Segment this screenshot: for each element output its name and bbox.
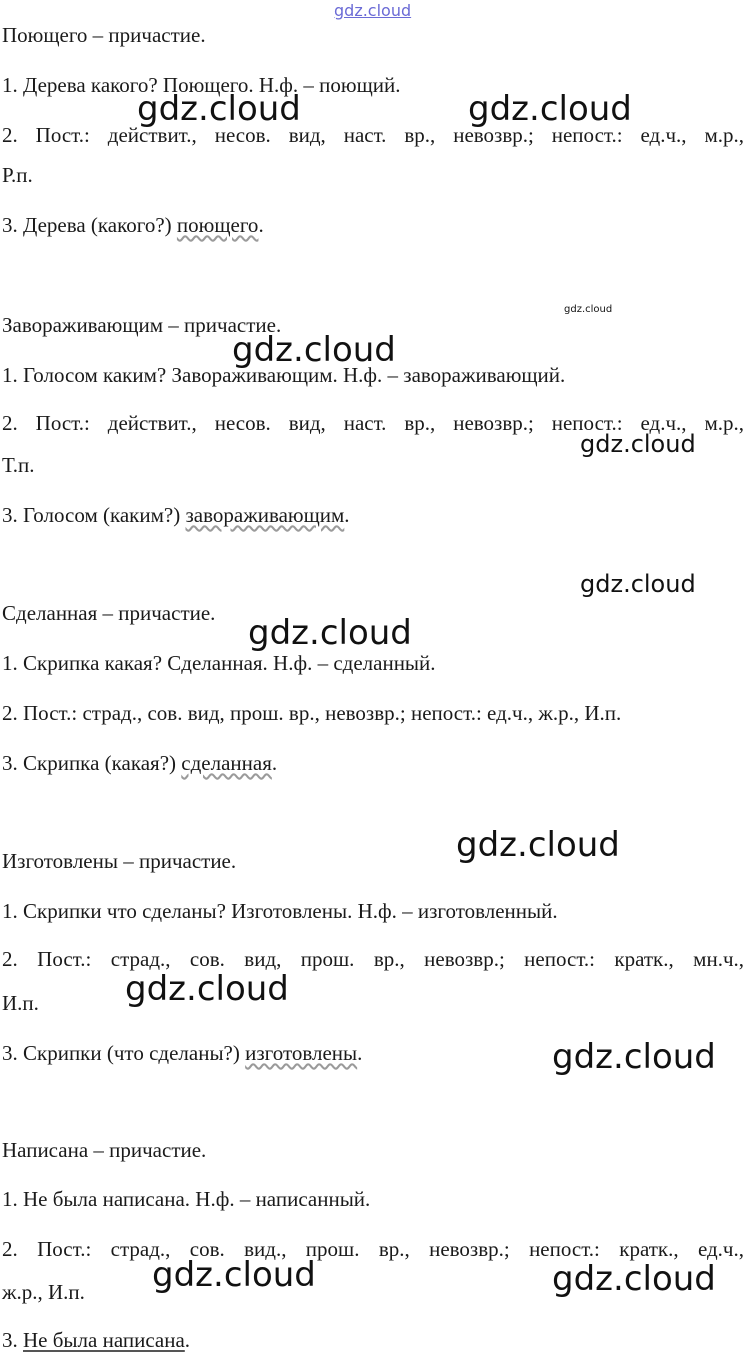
block-5-question: 1. Не была написана. Н.ф. – написанный. <box>2 1187 371 1211</box>
watermark: gdz.cloud <box>468 89 632 129</box>
block-5-title: Написана – причастие. <box>2 1138 207 1162</box>
block-4-title: Изготовлены – причастие. <box>2 849 237 873</box>
watermark: gdz.cloud <box>125 969 289 1009</box>
watermark: gdz.cloud <box>248 613 412 653</box>
block-4-participle: изготовлены <box>245 1041 358 1065</box>
block-4-constant-features: 2. Пост.: страд., сов. вид, прош. вр., невозвр.; непост.: кратк., мн.ч., <box>2 947 744 971</box>
block-2-title: Завораживающим – причастие. <box>2 313 282 337</box>
block-3-title: Сделанная – причастие. <box>2 601 216 625</box>
watermark: gdz.cloud <box>152 1255 316 1295</box>
watermark: gdz.cloud <box>456 825 620 865</box>
block-1-syntax <box>2 212 744 238</box>
watermark: gdz.cloud <box>137 89 301 129</box>
block-2-syntax-prefix: 3. Голосом (каким?) <box>2 503 186 527</box>
block-4-syntax-prefix: 3. Скрипки (что сделаны?) <box>2 1041 246 1065</box>
watermark: gdz.cloud <box>552 1037 716 1077</box>
block-3-syntax <box>2 750 744 776</box>
block-2-syntax <box>2 502 744 528</box>
block-5-syntax-suffix: . <box>184 1328 191 1352</box>
block-1-syntax-suffix: . <box>258 213 264 237</box>
block-4-syntax-suffix: . <box>357 1041 363 1065</box>
watermark: gdz.cloud <box>232 330 396 370</box>
block-2-question: 1. Голосом каким? Завораживающим. Н.ф. – завораживающий. <box>2 363 566 387</box>
watermark-top: gdz.cloud <box>334 1 412 20</box>
watermark-small: gdz.cloud <box>564 304 613 315</box>
block-1-question: 1. Дерева какого? Поющего. Н.ф. – поющий. <box>2 73 401 97</box>
block-4-question: 1. Скрипки что сделаны? Изготовлены. Н.ф. – изготовленный. <box>2 899 558 923</box>
block-5-constant-features: 2. Пост.: страд., сов. вид., прош. вр., невозвр.; непост.: кратк., ед.ч., <box>2 1237 744 1261</box>
block-5-case: ж.р., И.п. <box>2 1280 85 1304</box>
block-1-participle: поющего <box>176 213 259 237</box>
watermark: gdz.cloud <box>580 570 696 598</box>
block-5-participle: Не была написана <box>23 1328 185 1352</box>
block-2-case: Т.п. <box>2 453 35 477</box>
block-2-syntax-suffix: . <box>344 503 350 527</box>
block-3-syntax-prefix: 3. Скрипка (какая?) <box>2 751 182 775</box>
block-1-title: Поющего – причастие. <box>2 23 206 47</box>
block-1-syntax-prefix: 3. Дерева (какого?) <box>2 213 177 237</box>
watermark: gdz.cloud <box>552 1259 716 1299</box>
block-5-syntax-prefix: 3. <box>2 1328 23 1352</box>
block-1-constant-features: 2. Пост.: действит., несов. вид, наст. вр., невозвр.; непост.: ед.ч., м.р., <box>2 123 744 147</box>
block-4-case: И.п. <box>2 991 39 1015</box>
watermark: gdz.cloud <box>580 430 696 458</box>
block-3-participle: сделанная <box>181 751 272 775</box>
block-3-constant-features: 2. Пост.: страд., сов. вид, прош. вр., невозвр.; непост.: ед.ч., ж.р., И.п. <box>2 701 622 725</box>
block-1-case: Р.п. <box>2 163 33 187</box>
block-3-question: 1. Скрипка какая? Сделанная. Н.ф. – сделанный. <box>2 651 436 675</box>
block-5-syntax <box>2 1327 744 1353</box>
block-2-participle: завораживающим <box>185 503 345 527</box>
block-2-constant-features: 2. Пост.: действит., несов. вид, наст. вр., невозвр.; непост.: ед.ч., м.р., <box>2 411 744 435</box>
block-3-syntax-suffix: . <box>271 751 278 775</box>
